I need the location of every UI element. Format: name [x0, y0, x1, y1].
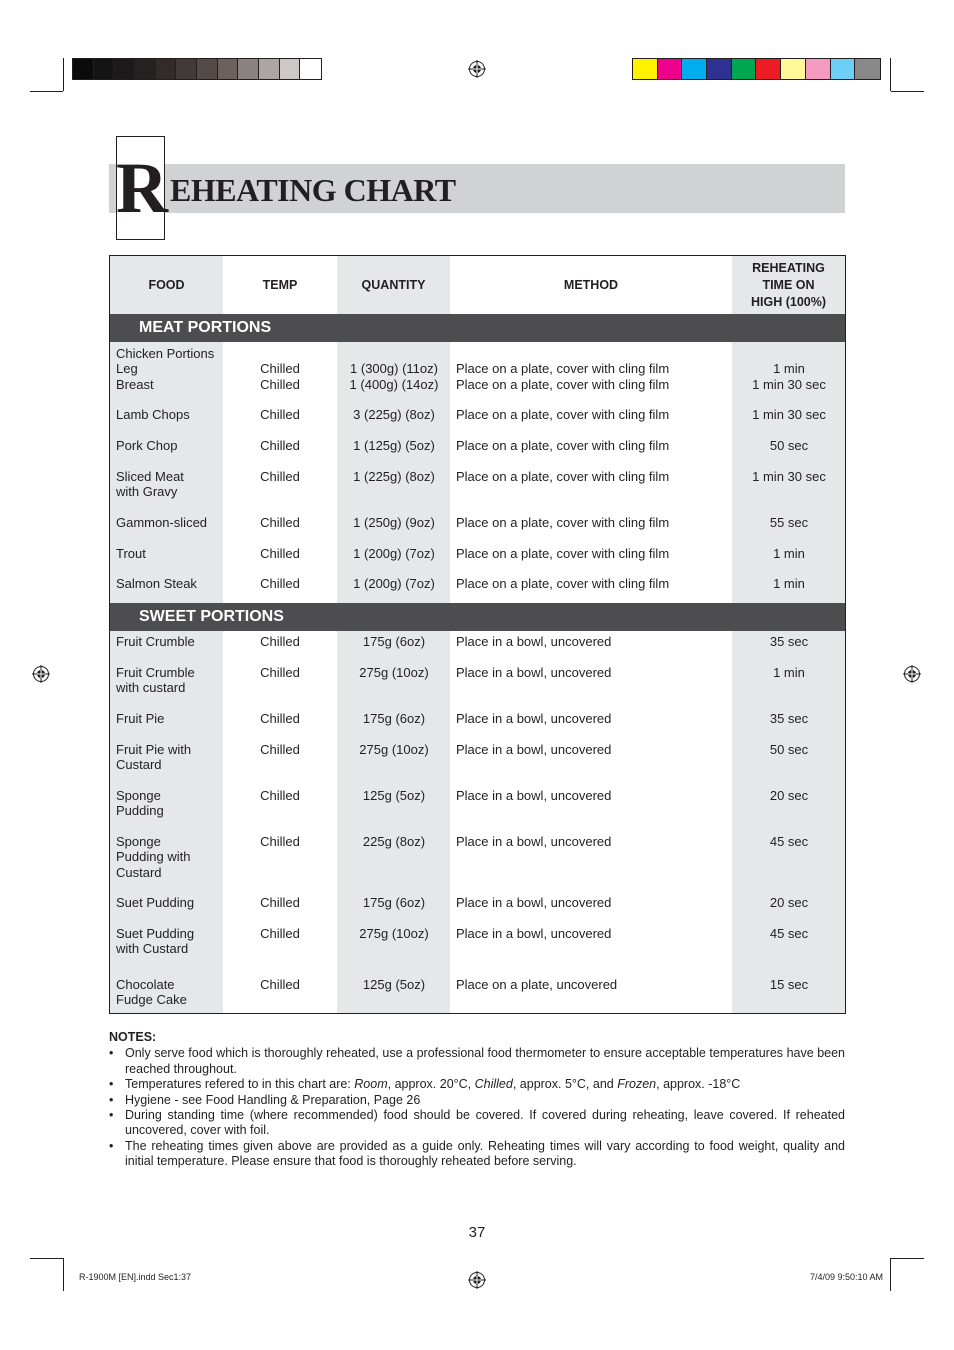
color-swatch: [135, 59, 156, 79]
cell-line: 1 (200g) (7oz): [353, 546, 435, 561]
cell-line: Pork Chop: [116, 438, 178, 453]
cell-temp: [223, 469, 337, 484]
note-item: [109, 1077, 845, 1092]
cell-method: [456, 742, 736, 757]
cell-line: Suet Pudding: [116, 926, 195, 941]
header-time-line: TIME ON: [762, 277, 815, 292]
cell-line: Place on a plate, cover with cling film: [456, 438, 670, 453]
cell-line: [223, 346, 337, 361]
cell-method: [456, 634, 736, 649]
cell-quantity: [337, 895, 451, 910]
color-swatch: [114, 59, 135, 79]
cell-line: 20 sec: [769, 895, 809, 910]
header-food: FOOD: [148, 277, 185, 292]
date-slug: 7/4/09 9:50:10 AM: [809, 1272, 883, 1282]
cell-line: Fudge Cake: [116, 992, 187, 1008]
cell-line: 15 sec: [769, 977, 809, 992]
cell-temp: [223, 977, 337, 992]
crop-mark: [30, 1258, 63, 1259]
cell-line: 1 min: [773, 546, 805, 561]
title-initial: R: [116, 148, 168, 228]
cell-food: [116, 346, 224, 392]
color-swatch: [197, 59, 218, 79]
cell-line: Chilled: [260, 895, 300, 910]
color-swatch: [156, 59, 177, 79]
bullet: •: [109, 1077, 114, 1092]
cell-line: 50 sec: [769, 742, 809, 757]
cell-line: Chilled: [260, 977, 300, 992]
cell-time: [732, 926, 846, 941]
cell-line: Chilled: [260, 634, 300, 649]
process-color-bar: [632, 58, 881, 80]
cell-line: Place on a plate, cover with cling film: [456, 576, 670, 591]
cell-line: 1 min 30 sec: [752, 407, 826, 422]
crop-mark: [890, 1258, 891, 1291]
cell-quantity: [337, 742, 451, 757]
crop-mark: [891, 1258, 924, 1259]
cell-line: Chilled: [260, 515, 300, 530]
cell-time: [732, 576, 846, 591]
cell-temp: [223, 711, 337, 726]
cell-method: [456, 926, 736, 941]
note-text: Only serve food which is thoroughly reheated, use a professional food thermometer to ensure acceptable temperatures have been reached throughout.: [125, 1046, 845, 1076]
cell-method: [456, 788, 736, 803]
cell-food: [116, 788, 224, 819]
cell-line: 45 sec: [769, 926, 809, 941]
cell-line: 3 (225g) (8oz): [353, 407, 435, 422]
note-text: The reheating times given above are provided as a guide only. Reheating times will vary according to food weight, quality and initial temperature. Please ensure that food is thoroughly reheated before serving.: [125, 1138, 845, 1169]
color-swatch: [732, 59, 757, 79]
registration-mark-icon: [468, 60, 486, 78]
cell-time: [732, 346, 846, 392]
cell-line: 1 (300g) (11oz): [350, 361, 438, 377]
note-text: Hygiene - see Food Handling & Preparation, Page 26: [125, 1092, 421, 1107]
cell-line: Place on a plate, cover with cling film: [456, 469, 670, 484]
cell-line: Chilled: [260, 361, 300, 377]
grayscale-color-bar: [72, 58, 322, 80]
cell-temp: [223, 926, 337, 941]
bullet: •: [109, 1092, 114, 1107]
cell-line: Fruit Crumble: [116, 634, 195, 649]
cell-time: [732, 895, 846, 910]
cell-line: Chilled: [260, 665, 300, 680]
cell-line: Place on a plate, cover with cling film: [456, 515, 670, 530]
cell-line: 1 (250g) (9oz): [353, 515, 435, 530]
cell-line: Fruit Pie: [116, 711, 165, 726]
cell-line: 1 min 30 sec: [752, 376, 826, 392]
bullet: •: [109, 1108, 114, 1123]
color-swatch: [831, 59, 856, 79]
cell-quantity: [337, 665, 451, 680]
color-swatch: [259, 59, 280, 79]
crop-mark: [63, 58, 64, 91]
cell-line: 175g (6oz): [362, 634, 426, 649]
cell-quantity: [337, 438, 451, 453]
file-slug: R-1900M [EN].indd Sec1:37: [79, 1272, 192, 1282]
cell-line: Chilled: [260, 546, 300, 561]
section-header: SWEET PORTIONS: [110, 603, 845, 631]
cell-line: Chilled: [260, 376, 300, 392]
cell-line: Place in a bowl, uncovered: [456, 788, 612, 803]
cell-line: Fruit Pie with: [116, 742, 192, 757]
cell-method: [456, 469, 736, 484]
cell-line: Chilled: [260, 469, 300, 484]
cell-line: 35 sec: [769, 711, 809, 726]
cell-method: [456, 515, 736, 530]
crop-mark: [30, 91, 63, 92]
cell-line: Custard: [116, 757, 162, 773]
color-swatch: [73, 59, 94, 79]
cell-line: Pudding: [116, 803, 164, 819]
cell-food: [116, 438, 224, 453]
cell-method: [456, 407, 736, 422]
header-temp: TEMP: [262, 277, 298, 292]
cell-line: with Gravy: [116, 484, 178, 500]
cell-line: Chilled: [260, 834, 300, 849]
cell-line: Place on a plate, cover with cling film: [456, 361, 670, 377]
cell-temp: [223, 407, 337, 422]
cell-line: Pudding with: [116, 849, 191, 865]
cell-method: [456, 834, 736, 849]
cell-food: [116, 407, 224, 422]
cell-time: [732, 977, 846, 992]
cell-time: [732, 515, 846, 530]
note-text: During standing time (where recommended) food should be covered. If covered during reheating, leave covered. If reheated uncovered, cover with foil.: [125, 1108, 845, 1138]
cell-temp: [223, 665, 337, 680]
cell-line: 1 min: [773, 576, 805, 591]
cell-line: 275g (10oz): [359, 742, 429, 757]
cell-line: 55 sec: [769, 515, 809, 530]
cell-line: [337, 346, 451, 361]
cell-temp: [223, 634, 337, 649]
cell-quantity: [337, 634, 451, 649]
cell-quantity: [337, 834, 451, 849]
cell-time: [732, 438, 846, 453]
cell-line: Place in a bowl, uncovered: [456, 711, 612, 726]
color-swatch: [658, 59, 683, 79]
note-text-part: Temperatures refered to in this chart are:: [125, 1077, 355, 1092]
cell-quantity: [337, 546, 451, 561]
cell-method: [456, 895, 736, 910]
cell-quantity: [337, 926, 451, 941]
cell-quantity: [337, 515, 451, 530]
cell-time: [732, 742, 846, 757]
cell-food: [116, 546, 224, 561]
cell-line: 1 (225g) (8oz): [353, 469, 435, 484]
crop-mark: [890, 58, 891, 91]
cell-temp: [223, 895, 337, 910]
cell-method: [456, 546, 736, 561]
cell-line: Leg: [116, 361, 138, 377]
cell-line: [456, 346, 736, 361]
header-quantity: QUANTITY: [361, 277, 426, 292]
color-swatch: [280, 59, 301, 79]
cell-line: Place on a plate, uncovered: [456, 977, 618, 992]
cell-temp: [223, 438, 337, 453]
cell-food: [116, 926, 224, 957]
cell-time: [732, 469, 846, 484]
note-text-part: , approx. -18°C: [656, 1077, 741, 1092]
cell-quantity: [337, 788, 451, 803]
cell-line: 175g (6oz): [362, 895, 426, 910]
bullet: •: [109, 1046, 114, 1061]
cell-line: Chilled: [260, 788, 300, 803]
cell-line: Custard: [116, 864, 162, 880]
color-swatch: [781, 59, 806, 79]
cell-line: Trout: [116, 546, 146, 561]
cell-method: [456, 665, 736, 680]
cell-line: 125g (5oz): [362, 788, 426, 803]
cell-line: 275g (10oz): [359, 926, 429, 941]
section-header: MEAT PORTIONS: [110, 314, 845, 342]
cell-method: [456, 711, 736, 726]
cell-temp: [223, 788, 337, 803]
note-text-part: , approx. 5°C, and: [512, 1077, 618, 1092]
cell-food: [116, 977, 224, 1008]
reheating-table: [109, 255, 846, 1014]
note-item: [109, 1046, 845, 1077]
cell-line: Fruit Crumble: [116, 665, 195, 680]
color-swatch: [756, 59, 781, 79]
cell-method: [456, 977, 736, 992]
header-method: METHOD: [563, 277, 619, 292]
color-swatch: [176, 59, 197, 79]
cell-time: [732, 834, 846, 849]
notes: [109, 1030, 845, 1170]
cell-line: 275g (10oz): [359, 665, 429, 680]
cell-line: 1 (200g) (7oz): [353, 576, 435, 591]
cell-method: [456, 576, 736, 591]
cell-line: 20 sec: [769, 788, 809, 803]
cell-food: [116, 711, 224, 726]
cell-line: 1 (400g) (14oz): [349, 376, 439, 392]
cell-line: Chilled: [260, 576, 300, 591]
cell-temp: [223, 346, 337, 392]
header-time: [732, 256, 845, 314]
cell-line: Breast: [116, 376, 154, 392]
cell-line: Chilled: [260, 407, 300, 422]
cell-quantity: [337, 346, 451, 392]
color-swatch: [238, 59, 259, 79]
cell-food: [116, 469, 224, 500]
cell-line: Chilled: [260, 438, 300, 453]
cell-line: Place in a bowl, uncovered: [456, 742, 612, 757]
cell-temp: [223, 834, 337, 849]
note-text: [125, 1077, 740, 1091]
cell-food: [116, 515, 224, 530]
cell-line: 45 sec: [769, 834, 809, 849]
cell-line: Place on a plate, cover with cling film: [456, 376, 670, 392]
color-swatch: [633, 59, 658, 79]
cell-quantity: [337, 469, 451, 484]
note-term: Frozen: [617, 1077, 657, 1092]
cell-food: [116, 895, 224, 910]
cell-line: 1 min 30 sec: [752, 469, 826, 484]
note-item: [109, 1139, 845, 1170]
cell-line: Sliced Meat: [116, 469, 184, 484]
cell-line: Suet Pudding: [116, 895, 195, 910]
cell-food: [116, 834, 224, 880]
cell-line: 1 (125g) (5oz): [353, 438, 435, 453]
note-text-part: , approx. 20°C,: [387, 1077, 475, 1092]
cell-quantity: [337, 711, 451, 726]
page-title: EHEATING CHART: [170, 172, 456, 208]
cell-quantity: [337, 407, 451, 422]
note-term: Room: [354, 1077, 388, 1092]
color-swatch: [855, 59, 880, 79]
cell-time: [732, 711, 846, 726]
cell-line: 175g (6oz): [362, 711, 426, 726]
cell-line: Place in a bowl, uncovered: [456, 665, 612, 680]
cell-time: [732, 634, 846, 649]
cell-time: [732, 788, 846, 803]
cell-line: Lamb Chops: [116, 407, 190, 422]
cell-line: Gammon-sliced: [116, 515, 208, 530]
cell-line: Place on a plate, cover with cling film: [456, 407, 670, 422]
cell-line: 125g (5oz): [362, 977, 426, 992]
cell-temp: [223, 742, 337, 757]
registration-mark-icon: [903, 665, 921, 683]
cell-line: Place in a bowl, uncovered: [456, 834, 612, 849]
cell-temp: [223, 546, 337, 561]
cell-line: 1 min: [773, 361, 805, 377]
cell-line: Place on a plate, cover with cling film: [456, 546, 670, 561]
cell-quantity: [337, 977, 451, 992]
cell-line: 1 min: [773, 665, 805, 680]
notes-title: NOTES:: [109, 1030, 157, 1044]
cell-line: Chilled: [260, 926, 300, 941]
cell-food: [116, 665, 224, 696]
cell-line: Chilled: [260, 711, 300, 726]
cell-line: Chocolate: [116, 977, 175, 992]
cell-line: [732, 346, 846, 361]
cell-line: with Custard: [116, 941, 189, 957]
header-time-line: REHEATING: [752, 260, 825, 275]
cell-temp: [223, 515, 337, 530]
note-item: [109, 1093, 845, 1108]
cell-food: [116, 742, 224, 773]
cell-line: with custard: [116, 680, 186, 696]
cell-method: [456, 438, 736, 453]
cell-quantity: [337, 576, 451, 591]
color-swatch: [94, 59, 115, 79]
color-swatch: [806, 59, 831, 79]
cell-temp: [223, 576, 337, 591]
cell-line: Sponge: [116, 834, 161, 849]
cell-line: Place in a bowl, uncovered: [456, 895, 612, 910]
color-swatch: [218, 59, 239, 79]
cell-time: [732, 407, 846, 422]
cell-method: [456, 346, 736, 392]
bullet: •: [109, 1138, 114, 1153]
crop-mark: [891, 91, 924, 92]
cell-time: [732, 546, 846, 561]
page-number: 37: [468, 1224, 486, 1241]
cell-line: Sponge: [116, 788, 161, 803]
cell-line: 225g (8oz): [362, 834, 426, 849]
cell-food: [116, 634, 224, 649]
cell-line: Chilled: [260, 742, 300, 757]
note-item: [109, 1108, 845, 1139]
registration-mark-icon: [468, 1271, 486, 1289]
cell-line: Chicken Portions: [116, 346, 215, 361]
color-swatch: [300, 59, 321, 79]
note-term: Chilled: [474, 1077, 513, 1092]
crop-mark: [63, 1258, 64, 1291]
color-swatch: [707, 59, 732, 79]
cell-line: Place in a bowl, uncovered: [456, 634, 612, 649]
cell-time: [732, 665, 846, 680]
cell-food: [116, 576, 224, 591]
cell-line: 35 sec: [769, 634, 809, 649]
registration-mark-icon: [32, 665, 50, 683]
header-time-line: HIGH (100%): [750, 294, 827, 309]
color-swatch: [682, 59, 707, 79]
cell-line: 50 sec: [769, 438, 809, 453]
cell-line: Salmon Steak: [116, 576, 197, 591]
cell-line: Place in a bowl, uncovered: [456, 926, 612, 941]
